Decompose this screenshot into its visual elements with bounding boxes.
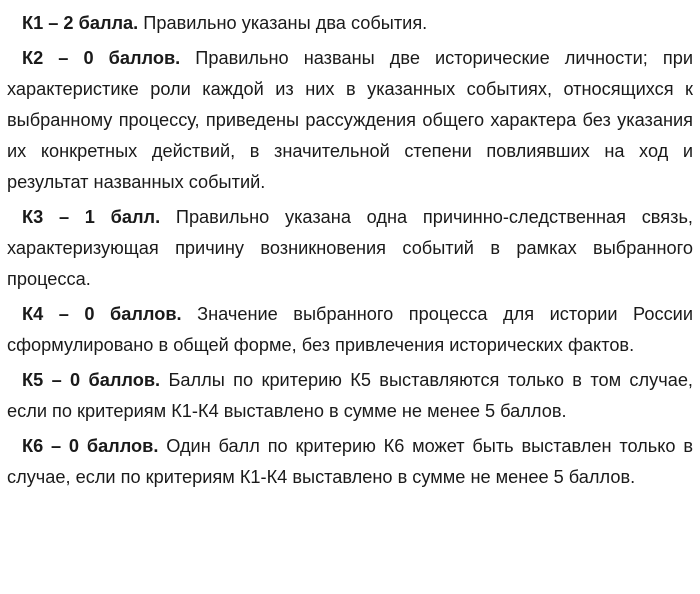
criterion-text: Правильно указаны два события. [143,13,428,33]
criterion-k1 [7,8,693,39]
criterion-label: К2 – 0 баллов. [22,48,181,68]
document-body [7,8,693,497]
criterion-label: К6 – 0 баллов. [22,436,159,456]
criterion-text: Один балл по критерию К6 может быть выставлен только в случае, если по критериям К1-К4 выставлено в сумме не менее 5 баллов. [7,436,693,487]
criterion-text: Правильно названы две исторические личности; при характеристике роли каждой из них в указанных событиях, относящихся к выбранному процессу, приведены рассуждения общего характера без указания их конкретных действий, в значительной степени повлиявших на ход и результат названных событий. [7,48,693,192]
criterion-label: К4 – 0 баллов. [22,304,182,324]
criterion-k6 [7,431,693,493]
criterion-text: Баллы по критерию К5 выставляются только в том случае, если по критериям К1-К4 выставлено в сумме не менее 5 баллов. [7,370,693,421]
criterion-label: К3 – 1 балл. [22,207,161,227]
criterion-text: Значение выбранного процесса для истории России сформулировано в общей форме, без привлечения исторических фактов. [7,304,694,355]
criterion-text: Правильно указана одна причинно-следственная связь, характеризующая причину возникновения событий в рамках выбранного процесса. [7,207,693,289]
criterion-k3 [7,202,693,295]
criterion-k2 [7,43,693,198]
criterion-label: К1 – 2 балла. [22,13,139,33]
criterion-k4 [7,299,693,361]
criterion-label: К5 – 0 баллов. [22,370,161,390]
criterion-k5 [7,365,693,427]
